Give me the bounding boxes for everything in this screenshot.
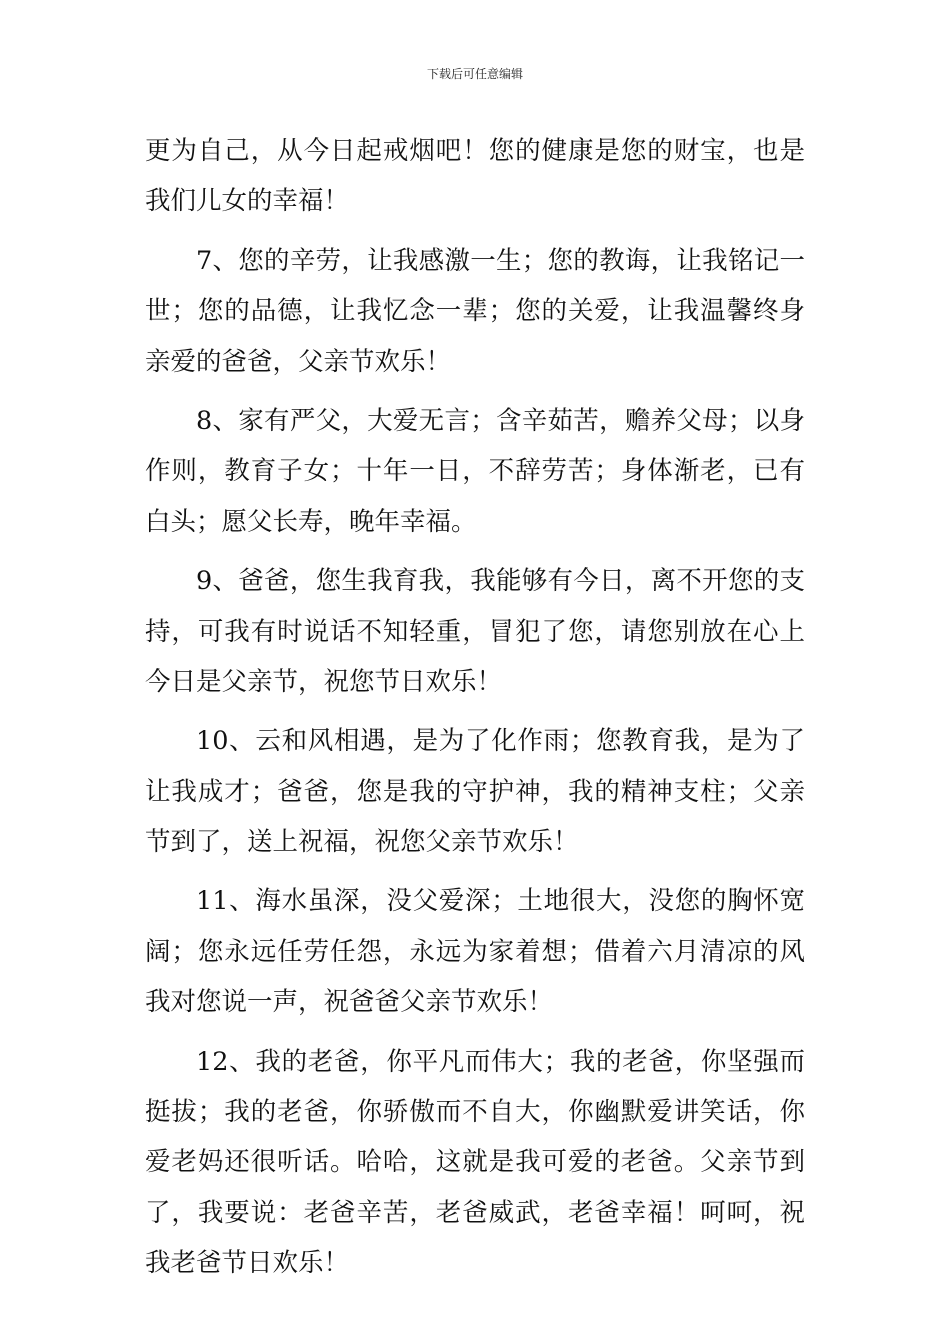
paragraph — [145, 876, 805, 1027]
paragraph-line: 我对您说一声，祝爸爸父亲节欢乐！ — [145, 987, 554, 1018]
document-body — [145, 126, 805, 1289]
paragraph-line: 挺拔；我的老爸，你骄傲而不自大，你幽默爱讲笑话，你 — [145, 1097, 805, 1128]
paragraph-line: 节到了，送上祝福，祝您父亲节欢乐！ — [145, 827, 579, 858]
paragraph-line: 了，我要说：老爸辛苦，老爸威武，老爸幸福！呵呵，祝 — [145, 1197, 805, 1228]
paragraph-line: 11、海水虽深，没父爱深；土地很大，没您的胸怀宽 — [196, 886, 805, 917]
paragraph — [145, 126, 805, 227]
paragraph-gap — [145, 1028, 805, 1037]
page-header: 下载后可任意编辑 — [426, 67, 523, 81]
paragraph — [145, 716, 805, 867]
paragraph-gap — [145, 707, 805, 716]
paragraph-line: 爱老妈还很听话。哈哈，这就是我可爱的老爸。父亲节到 — [145, 1147, 805, 1178]
paragraph-line: 作则，教育子女；十年一日，不辞劳苦；身体渐老，已有 — [145, 456, 805, 487]
paragraph-gap — [145, 867, 805, 876]
paragraph-line: 让我成才；爸爸，您是我的守护神，我的精神支柱；父亲 — [145, 776, 805, 807]
paragraph — [145, 1037, 805, 1289]
paragraph-line: 持，可我有时说话不知轻重，冒犯了您，请您别放在心上 — [145, 616, 805, 647]
paragraph-line: 8、家有严父，大爱无言；含辛茹苦，赡养父母；以身 — [196, 405, 805, 436]
paragraph — [145, 396, 805, 547]
paragraph-line: 9、爸爸，您生我育我，我能够有今日，离不开您的支 — [196, 566, 805, 597]
paragraph-line: 12、我的老爸，你平凡而伟大；我的老爸，你坚强而 — [196, 1046, 805, 1077]
paragraph-line: 我们儿女的幸福！ — [145, 186, 350, 217]
paragraph-line: 7、您的辛劳，让我感激一生；您的教诲，让我铭记一 — [196, 245, 805, 276]
paragraph — [145, 236, 805, 387]
paragraph-gap — [145, 547, 805, 556]
paragraph-line: 今日是父亲节，祝您节日欢乐！ — [145, 666, 503, 697]
paragraph-line: 白头；愿父长寿，晚年幸福。 — [145, 506, 477, 537]
paragraph-line: 10、云和风相遇，是为了化作雨；您教育我，是为了 — [196, 726, 805, 757]
paragraph-line: 我老爸节日欢乐！ — [145, 1248, 350, 1279]
paragraph — [145, 556, 805, 707]
paragraph-line: 亲爱的爸爸，父亲节欢乐！ — [145, 346, 452, 377]
paragraph-line: 世；您的品德，让我忆念一辈；您的关爱，让我温馨终身 — [145, 296, 805, 327]
paragraph-line: 阔；您永远任劳任怨，永远为家着想；借着六月清凉的风 — [145, 936, 805, 967]
paragraph-gap — [145, 387, 805, 396]
paragraph-gap — [145, 227, 805, 236]
paragraph-line: 更为自己，从今日起戒烟吧！您的健康是您的财宝，也是 — [145, 136, 805, 166]
